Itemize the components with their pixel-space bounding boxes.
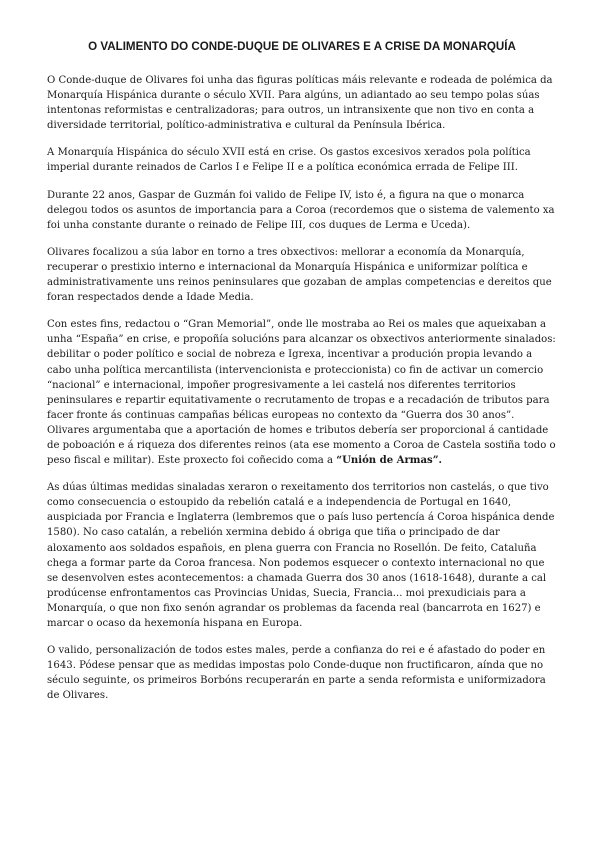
paragraph-intro: O Conde-duque de Olivares foi unha das figuras políticas máis relevante e rodeada de polémica da Monarquía Hispánica durante o século XVII. Para algúns, un adiantado ao seu tempo polas súas intentonas reformistas e centralizadoras; para outros, un intransixente que non tivo en conta a diversidade territorial, político-administrativa e cultural da Península Ibérica. xyxy=(47,75,553,132)
union-de-armas-term: “Unión de Armas”. xyxy=(336,455,443,467)
paragraph-valido: Durante 22 anos, Gaspar de Guzmán foi valido de Felipe IV, isto é, a figura na que o monarca delegou todos os asuntos de importancia para a Coroa (recordemos que o sistema de valemento xa foi unha constante durante o reinado de Felipe III, cos duques de Lerma e Uceda). xyxy=(47,189,555,231)
document-title: O VALIMENTO DO CONDE-DUQUE DE OLIVARES E A CRISE DA MONARQUÍA xyxy=(88,40,516,53)
document-page xyxy=(47,40,557,715)
paragraph-rebellions: As dúas últimas medidas sinaladas xeraron o rexeitamento dos territorios non castelás, o que tivo como consecuencia o estoupido da rebelión catalá e a independencia de Portugal en 1640, auspiciada por Francia e Inglaterra (lembremos que o país luso pertencía á Coroa hispánica dende 1580). No caso catalán, a rebelión xermina debido á obriga que tiña o principado de dar aloxamento aos soldados españois, en plena guerra con Francia no Rosellón. De feito, Cataluña chega a formar parte da Coroa francesa. Non podemos esquecer o contexto internacional no que se desenvolven estes acontecementos: a chamada Guerra dos 30 anos (1618-1648), durante a cal prodúcense enfrontamentos cas Provincias Unidas, Suecia, Francia... moi prexudiciais para a Monarquía, o que non fixo senón agrandar os problemas da facenda real (bancarrota en 1627) e marcar o ocaso da hexemonía hispana en Europa. xyxy=(47,482,555,629)
paragraph-objectives: Olivares focalizou a súa labor en torno a tres obxectivos: mellorar a economía da Monarquía, recuperar o prestixio interno e internacional da Monarquía Hispánica e uniformizar política e administrativamente uns reinos peninsulares que gozaban de amplas competencias e dereitos que foran respectados dende a Idade Media. xyxy=(47,246,552,304)
gran-memorial-text: Con estes fins, redactou o “Gran Memorial”, onde lle mostraba ao Rei os males que aqueixaban a unha “España” en crise, e propoñía solucións para alcanzar os obxectivos anteriormente sinalados: debilitar o poder político e social de nobreza e Igrexa, incentivar a produción propia levando a cabo unha política mercantilista (intervencionista e proteccionista) co fin de activar un comercio “nacional” e internacional, impoñer progresivamente a lei castelá nos diferentes territorios peninsulares e repartir equitativamente o recrutamento de tropas e a recadación de tributos para facer fronte ás continuas campañas bélicas europeas no contexto da “Guerra dos 30 anos”. Olivares argumentaba que a aportación de homes e tributos debería ser proporcional á cantidade de poboación e á riqueza dos diferentes reinos (ata ese momento a Coroa de Castela sostiña todo o peso fiscal e militar). Este proxecto foi coñecido coma a xyxy=(47,319,556,467)
paragraph-gran-memorial xyxy=(47,317,557,468)
paragraph-crisis: A Monarquía Hispánica do século XVII está en crise. Os gastos excesivos xerados pola política imperial durante reinados de Carlos I e Felipe II e a política económica errada de Felipe III. xyxy=(47,147,531,174)
paragraph-conclusion: O valido, personalización de todos estes males, perde a confianza do rei e é afastado do poder en 1643. Pódese pensar que as medidas impostas polo Conde-duque non fructificaron, aínda que no século seguinte, os primeiros Borbóns recuperarán en parte a senda reformista e uniformizadora de Olivares. xyxy=(47,645,546,702)
